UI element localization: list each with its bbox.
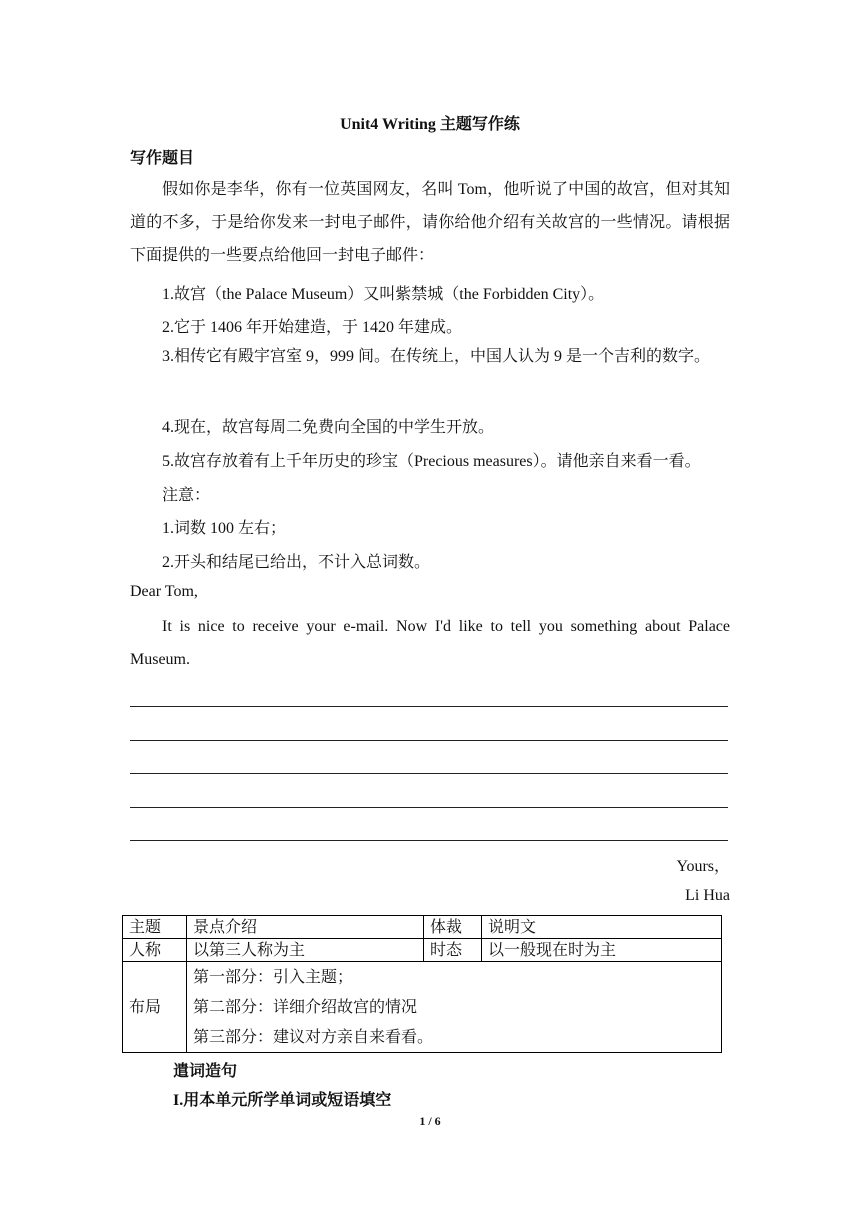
table-cell: 布局 <box>123 962 187 1053</box>
answer-line <box>130 807 728 808</box>
table-cell: 主题 <box>123 916 187 939</box>
note-item: 1.词数 100 左右； <box>162 520 287 537</box>
layout-item: 第一部分：引入主题； <box>193 967 354 986</box>
point-item: 3.相传它有殿宇宫室 9，999 间。在传统上，中国人认为 9 是一个吉利的数字。 <box>162 348 711 365</box>
table-cell: 体裁 <box>424 916 482 939</box>
page-number: 1 / 6 <box>419 1114 441 1128</box>
table-cell: 以第三人称为主 <box>187 939 424 962</box>
answer-line <box>130 840 728 841</box>
section-heading: 写作题目 <box>130 150 195 167</box>
point-item: 5.故宫存放着有上千年历史的珍宝（Precious measures）。请他亲自来看一看。 <box>162 453 701 470</box>
table-row <box>123 916 722 939</box>
prompt-paragraph: 假如你是李华，你有一位英国网友，名叫 Tom，他听说了中国的故宫，但对其知道的不多，于是给你发来一封电子邮件，请你给他介绍有关故宫的一些情况。请根据下面提供的一些要点给他回一封电子邮件： <box>130 181 730 264</box>
table-cell: 景点介绍 <box>187 916 424 939</box>
table-cell: 以一般现在时为主 <box>482 939 722 962</box>
sub-heading: I.用本单元所学单词或短语填空 <box>173 1092 392 1109</box>
layout-item: 第二部分：详细介绍故宫的情况 <box>193 997 418 1016</box>
letter-closing: Yours， <box>676 858 730 875</box>
layout-cell <box>187 962 722 1053</box>
table-cell: 时态 <box>424 939 482 962</box>
answer-line <box>130 740 728 741</box>
table-row <box>123 962 722 1053</box>
table-row <box>123 939 722 962</box>
note-label: 注意： <box>162 487 211 504</box>
letter-signature: Li Hua <box>685 887 730 904</box>
document-title: Unit4 Writing 主题写作练 <box>340 116 520 133</box>
point-item: 1.故宫（the Palace Museum）又叫紫禁城（the Forbidden City）。 <box>162 286 605 303</box>
answer-line <box>130 773 728 774</box>
letter-greeting: Dear Tom, <box>130 583 198 600</box>
outline-table <box>122 915 722 1053</box>
table-cell: 人称 <box>123 939 187 962</box>
note-item: 2.开头和结尾已给出，不计入总词数。 <box>162 554 431 571</box>
point-item: 4.现在，故宫每周二免费向全国的中学生开放。 <box>162 419 495 436</box>
table-cell: 说明文 <box>482 916 722 939</box>
letter-opening: It is nice to receive your e-mail. Now I'd like to tell you something about Palace Museum. <box>130 618 730 668</box>
layout-item: 第三部分：建议对方亲自来看看。 <box>193 1027 434 1046</box>
answer-line <box>130 706 728 707</box>
point-item: 2.它于 1406 年开始建造，于 1420 年建成。 <box>162 319 463 336</box>
sub-heading: 遣词造句 <box>173 1063 238 1080</box>
